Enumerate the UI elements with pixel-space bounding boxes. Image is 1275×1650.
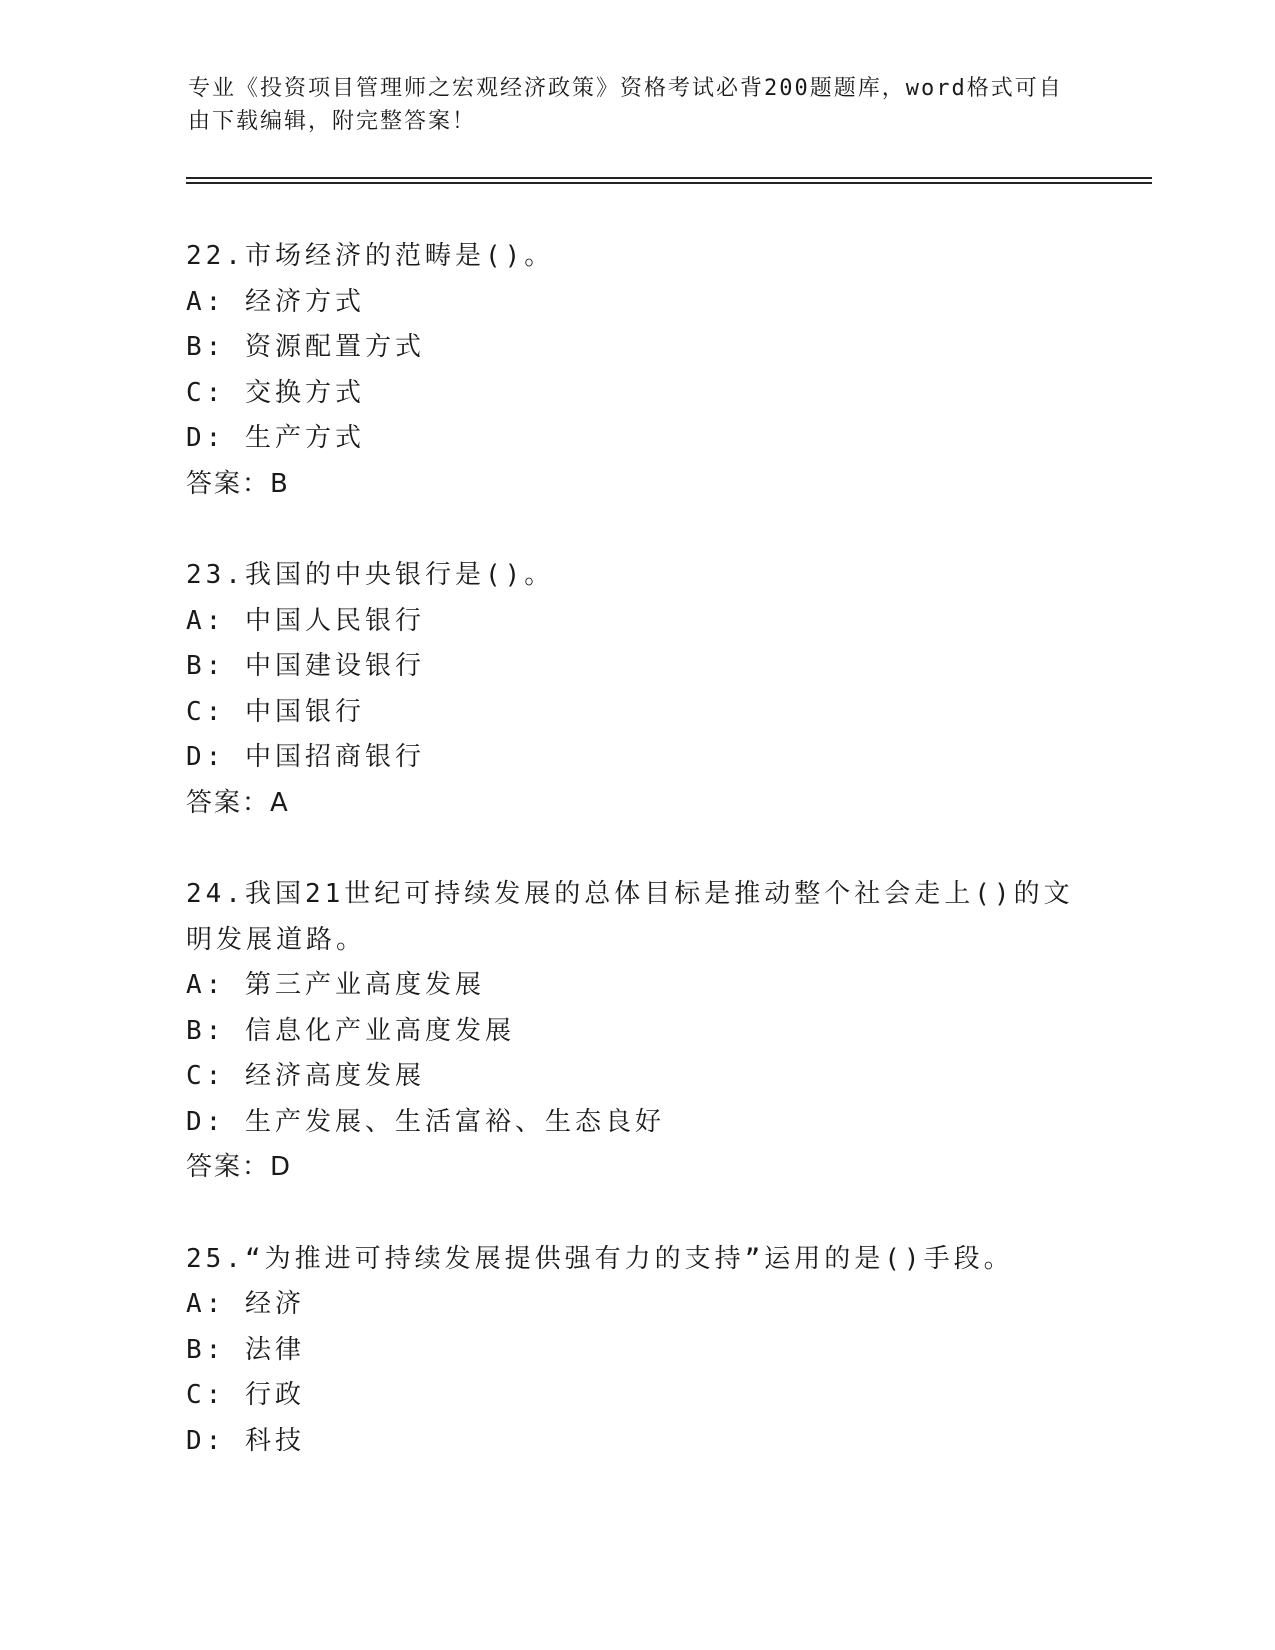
option-c: C: 行政 — [186, 1380, 305, 1410]
question-22 — [186, 234, 1086, 507]
question-25 — [186, 1237, 1086, 1465]
option-b: B: 法律 — [186, 1334, 305, 1365]
answer-line: 答案：A — [186, 787, 290, 818]
header-divider-top — [186, 177, 1152, 179]
option-b: B: 资源配置方式 — [186, 332, 425, 362]
option-a: A: 经济方式 — [186, 286, 365, 317]
option-a: A: 中国人民银行 — [186, 605, 425, 636]
option-b: B: 信息化产业高度发展 — [186, 1015, 515, 1046]
option-d: D: 生产发展、生活富裕、生态良好 — [186, 1106, 665, 1137]
header-divider-bottom — [186, 182, 1152, 184]
option-c: C: 中国银行 — [186, 696, 365, 727]
option-a: A: 第三产业高度发展 — [186, 970, 485, 1000]
document-header: 专业《投资项目管理师之宏观经济政策》资格考试必背200题题库，word格式可自由下载编辑，附完整答案！ — [188, 76, 1063, 134]
answer-line: 答案：B — [186, 468, 290, 499]
answer-line: 答案：D — [186, 1152, 293, 1182]
question-title: 25.“为推进可持续发展提供强有力的支持”运用的是()手段。 — [186, 1243, 1014, 1274]
question-title: 23.我国的中央银行是()。 — [186, 560, 555, 590]
question-24 — [186, 872, 1086, 1191]
question-title: 24.我国21世纪可持续发展的总体目标是推动整个社会走上()的文明发展道路。 — [186, 879, 1074, 955]
option-b: B: 中国建设银行 — [186, 651, 425, 681]
option-d: D: 中国招商银行 — [186, 742, 425, 772]
option-a: A: 经济 — [186, 1289, 305, 1319]
option-c: C: 经济高度发展 — [186, 1061, 425, 1091]
question-title: 22.市场经济的范畴是()。 — [186, 241, 555, 271]
option-d: D: 生产方式 — [186, 423, 365, 453]
option-c: C: 交换方式 — [186, 377, 365, 408]
option-d: D: 科技 — [186, 1425, 305, 1456]
question-list — [186, 234, 1086, 1510]
question-23 — [186, 553, 1086, 826]
